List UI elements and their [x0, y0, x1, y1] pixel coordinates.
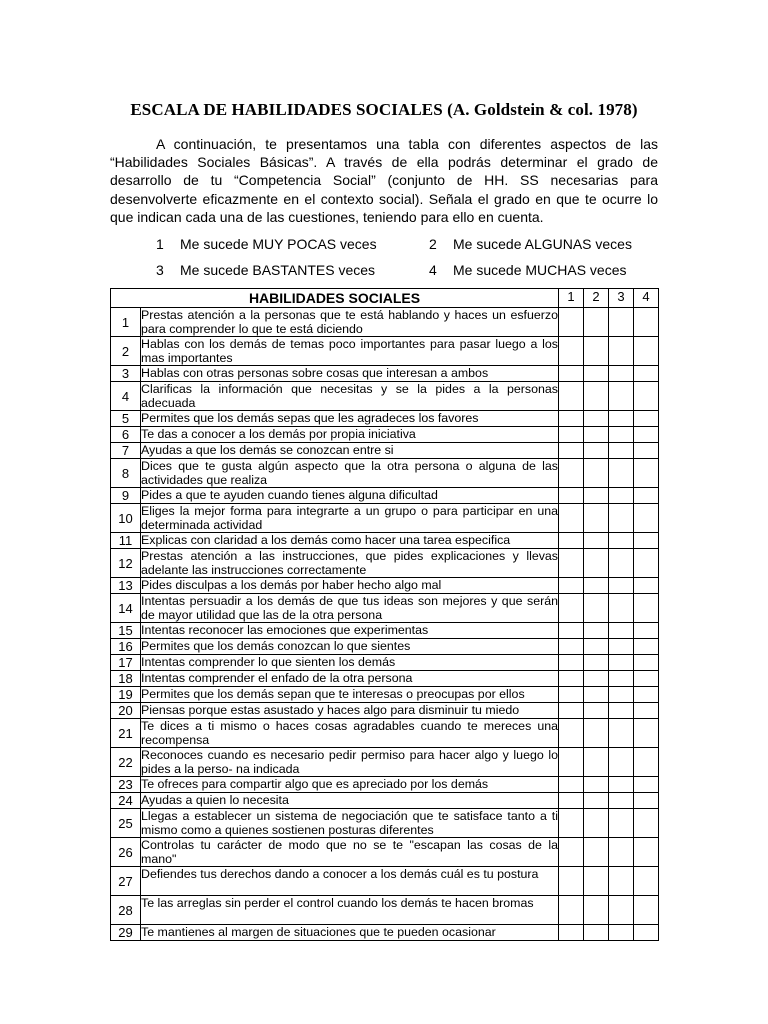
table-row: [111, 671, 659, 687]
score-cell-3[interactable]: [609, 623, 634, 639]
table-row: [111, 793, 659, 809]
item-text: Pides disculpas a los demás por haber hecho algo mal: [141, 578, 559, 594]
score-header-4: 4: [634, 289, 659, 308]
score-cell-1[interactable]: [559, 703, 584, 719]
score-cell-3[interactable]: [609, 504, 634, 533]
score-cell-2[interactable]: [584, 427, 609, 443]
score-cell-4[interactable]: [634, 578, 659, 594]
score-cell-3[interactable]: [609, 411, 634, 427]
item-text: Te ofreces para compartir algo que es apreciado por los demás: [141, 777, 559, 793]
item-number: 27: [111, 867, 141, 896]
item-number: 7: [111, 443, 141, 459]
score-cell-3[interactable]: [609, 488, 634, 504]
score-cell-1[interactable]: [559, 533, 584, 549]
legend-item-4: [429, 262, 627, 278]
item-number: 2: [111, 337, 141, 366]
item-number: 18: [111, 671, 141, 687]
table-row: [111, 488, 659, 504]
score-cell-3[interactable]: [609, 578, 634, 594]
item-number: 10: [111, 504, 141, 533]
item-text: Te mantienes al margen de situaciones que te pueden ocasionar: [141, 925, 559, 941]
table-row: [111, 533, 659, 549]
score-cell-2[interactable]: [584, 337, 609, 366]
table-row: [111, 639, 659, 655]
score-cell-4[interactable]: [634, 308, 659, 337]
score-cell-1[interactable]: [559, 867, 584, 896]
score-cell-1[interactable]: [559, 793, 584, 809]
item-number: 15: [111, 623, 141, 639]
score-cell-3[interactable]: [609, 655, 634, 671]
score-cell-1[interactable]: [559, 382, 584, 411]
social-skills-table: [110, 288, 659, 941]
score-cell-1[interactable]: [559, 777, 584, 793]
item-number: 13: [111, 578, 141, 594]
item-text: Explicas con claridad a los demás como hacer una tarea especifica: [141, 533, 559, 549]
score-cell-3[interactable]: [609, 549, 634, 578]
score-cell-4[interactable]: [634, 838, 659, 867]
score-cell-3[interactable]: [609, 867, 634, 896]
score-cell-3[interactable]: [609, 594, 634, 623]
score-cell-4[interactable]: [634, 504, 659, 533]
item-number: 23: [111, 777, 141, 793]
item-text: Piensas porque estas asustado y haces algo para disminuir tu miedo: [141, 703, 559, 719]
table-row: [111, 337, 659, 366]
table-row: [111, 594, 659, 623]
table-row: [111, 925, 659, 941]
table-row: [111, 748, 659, 777]
score-cell-4[interactable]: [634, 623, 659, 639]
legend-item-2: [429, 236, 632, 252]
score-cell-3[interactable]: [609, 748, 634, 777]
item-text: Hablas con otras personas sobre cosas que interesan a ambos: [141, 366, 559, 382]
score-cell-1[interactable]: [559, 443, 584, 459]
score-cell-2[interactable]: [584, 488, 609, 504]
table-header-row: [111, 289, 659, 308]
score-header-2: 2: [584, 289, 609, 308]
item-text: Permites que los demás sepan que te interesas o preocupas por ellos: [141, 687, 559, 703]
item-number: 4: [111, 382, 141, 411]
score-cell-2[interactable]: [584, 504, 609, 533]
score-cell-4[interactable]: [634, 443, 659, 459]
score-cell-2[interactable]: [584, 867, 609, 896]
legend-number: 1: [156, 236, 164, 252]
score-cell-2[interactable]: [584, 443, 609, 459]
item-number: 9: [111, 488, 141, 504]
item-text: Intentas comprender el enfado de la otra persona: [141, 671, 559, 687]
score-cell-1[interactable]: [559, 748, 584, 777]
score-cell-4[interactable]: [634, 459, 659, 488]
item-number: 21: [111, 719, 141, 748]
score-cell-3[interactable]: [609, 308, 634, 337]
score-cell-4[interactable]: [634, 337, 659, 366]
item-number: 6: [111, 427, 141, 443]
score-cell-4[interactable]: [634, 687, 659, 703]
item-text: Ayudas a quien lo necesita: [141, 793, 559, 809]
item-number: 12: [111, 549, 141, 578]
score-cell-3[interactable]: [609, 366, 634, 382]
item-text: Llegas a establecer un sistema de negociación que te satisface tanto a ti mismo como a quienes sostienen posturas diferentes: [141, 809, 558, 837]
item-number: 8: [111, 459, 141, 488]
score-cell-2[interactable]: [584, 809, 609, 838]
page-title: ESCALA DE HABILIDADES SOCIALES (A. Goldstein & col. 1978): [130, 100, 638, 119]
score-cell-4[interactable]: [634, 896, 659, 925]
score-cell-1[interactable]: [559, 639, 584, 655]
item-number: 29: [111, 925, 141, 941]
score-cell-4[interactable]: [634, 925, 659, 941]
score-cell-1[interactable]: [559, 427, 584, 443]
item-text: Permites que los demás sepas que les agradeces los favores: [141, 411, 559, 427]
item-text: Hablas con los demás de temas poco importantes para pasar luego a los mas importantes: [141, 337, 558, 365]
item-number: 26: [111, 838, 141, 867]
score-cell-4[interactable]: [634, 549, 659, 578]
score-cell-1[interactable]: [559, 896, 584, 925]
legend-text: Me sucede ALGUNAS veces: [453, 236, 632, 252]
item-number: 16: [111, 639, 141, 655]
score-cell-4[interactable]: [634, 594, 659, 623]
score-cell-1[interactable]: [559, 366, 584, 382]
item-number: 24: [111, 793, 141, 809]
score-cell-3[interactable]: [609, 838, 634, 867]
score-cell-3[interactable]: [609, 793, 634, 809]
score-cell-1[interactable]: [559, 337, 584, 366]
score-cell-4[interactable]: [634, 793, 659, 809]
item-text: Pides a que te ayuden cuando tienes alguna dificultad: [141, 488, 559, 504]
item-text: Prestas atención a las instrucciones, que pides explicaciones y llevas adelante las instrucciones correctamente: [141, 549, 558, 577]
score-cell-2[interactable]: [584, 623, 609, 639]
score-cell-4[interactable]: [634, 427, 659, 443]
score-cell-2[interactable]: [584, 411, 609, 427]
item-number: 17: [111, 655, 141, 671]
table-row: [111, 427, 659, 443]
item-number: 20: [111, 703, 141, 719]
score-cell-2[interactable]: [584, 777, 609, 793]
item-text: Te dices a ti mismo o haces cosas agradables cuando te mereces una recompensa: [141, 719, 558, 747]
score-cell-2[interactable]: [584, 838, 609, 867]
item-text: Ayudas a que los demás se conozcan entre si: [141, 443, 559, 459]
item-number: 19: [111, 687, 141, 703]
score-cell-2[interactable]: [584, 578, 609, 594]
item-number: 14: [111, 594, 141, 623]
score-cell-1[interactable]: [559, 719, 584, 748]
item-text: Reconoces cuando es necesario pedir permiso para hacer algo y luego lo pides a la perso- na indicada: [141, 748, 558, 776]
item-text: Clarificas la información que necesitas y se la pides a la personas adecuada: [141, 382, 558, 410]
score-cell-2[interactable]: [584, 925, 609, 941]
table-header-skills: HABILIDADES SOCIALES: [111, 289, 559, 308]
table-row: [111, 549, 659, 578]
table-row: [111, 411, 659, 427]
table-row: [111, 443, 659, 459]
score-cell-1[interactable]: [559, 504, 584, 533]
score-cell-3[interactable]: [609, 382, 634, 411]
table-row: [111, 687, 659, 703]
score-cell-4[interactable]: [634, 777, 659, 793]
score-cell-1[interactable]: [559, 925, 584, 941]
score-cell-3[interactable]: [609, 337, 634, 366]
score-cell-2[interactable]: [584, 366, 609, 382]
score-cell-1[interactable]: [559, 671, 584, 687]
score-cell-3[interactable]: [609, 459, 634, 488]
item-text: Te das a conocer a los demás por propia iniciativa: [141, 427, 559, 443]
score-cell-1[interactable]: [559, 488, 584, 504]
item-text: Permites que los demás conozcan lo que sientes: [141, 639, 559, 655]
table-row: [111, 896, 659, 925]
score-cell-4[interactable]: [634, 382, 659, 411]
item-number: 5: [111, 411, 141, 427]
item-number: 3: [111, 366, 141, 382]
legend-text: Me sucede BASTANTES veces: [180, 262, 376, 278]
item-text: Controlas tu carácter de modo que no se te "escapan las cosas de la mano": [141, 838, 558, 866]
score-cell-4[interactable]: [634, 719, 659, 748]
table-row: [111, 504, 659, 533]
score-cell-2[interactable]: [584, 655, 609, 671]
score-cell-3[interactable]: [609, 777, 634, 793]
score-cell-3[interactable]: [609, 533, 634, 549]
item-text: Eliges la mejor forma para integrarte a un grupo o para participar en una determinada actividad: [141, 504, 558, 532]
score-cell-2[interactable]: [584, 549, 609, 578]
score-cell-2[interactable]: [584, 687, 609, 703]
score-cell-3[interactable]: [609, 703, 634, 719]
score-cell-2[interactable]: [584, 703, 609, 719]
score-cell-3[interactable]: [609, 639, 634, 655]
legend-text: Me sucede MUY POCAS veces: [180, 236, 377, 252]
score-cell-3[interactable]: [609, 671, 634, 687]
item-number: 28: [111, 896, 141, 925]
table-row: [111, 719, 659, 748]
item-text: Dices que te gusta algún aspecto que la otra persona o alguna de las actividades que realiza: [141, 459, 558, 487]
table-row: [111, 777, 659, 793]
table-row: [111, 578, 659, 594]
score-cell-2[interactable]: [584, 382, 609, 411]
score-cell-4[interactable]: [634, 867, 659, 896]
legend-number: 3: [156, 262, 164, 278]
score-cell-1[interactable]: [559, 578, 584, 594]
item-text: Prestas atención a la personas que te está hablando y haces un esfuerzo para comprender lo que te está diciendo: [141, 308, 558, 336]
score-cell-3[interactable]: [609, 719, 634, 748]
legend-number: 4: [429, 262, 437, 278]
score-cell-1[interactable]: [559, 623, 584, 639]
score-cell-1[interactable]: [559, 687, 584, 703]
score-cell-2[interactable]: [584, 748, 609, 777]
table-row: [111, 655, 659, 671]
score-cell-1[interactable]: [559, 655, 584, 671]
score-cell-4[interactable]: [634, 703, 659, 719]
item-text: Intentas persuadir a los demás de que tus ideas son mejores y que serán de mayor utilidad que las de la otra persona: [141, 594, 558, 622]
table-row: [111, 838, 659, 867]
score-cell-3[interactable]: [609, 896, 634, 925]
intro-paragraph: A continuación, te presentamos una tabla con diferentes aspectos de las “Habilidades Sociales Básicas”. A través de ella podrás determinar el grado de desarrollo de tu “Competencia Social” (conjunto de HH. SS necesarias para desenvolverte eficazmente en el contexto social). Señala el grado en que te ocurre lo que indican cada una de las cuestiones, teniendo para ello en cuenta.: [110, 136, 658, 225]
table-row: [111, 623, 659, 639]
score-cell-1[interactable]: [559, 549, 584, 578]
table-row: [111, 459, 659, 488]
legend-item-3: [156, 262, 375, 278]
item-number: 1: [111, 308, 141, 337]
score-cell-2[interactable]: [584, 719, 609, 748]
item-number: 22: [111, 748, 141, 777]
score-cell-4[interactable]: [634, 809, 659, 838]
score-cell-3[interactable]: [609, 443, 634, 459]
item-text: Intentas comprender lo que sienten los demás: [141, 655, 559, 671]
score-cell-4[interactable]: [634, 411, 659, 427]
legend-text: Me sucede MUCHAS veces: [453, 262, 627, 278]
legend-item-1: [156, 236, 377, 252]
score-header-3: 3: [609, 289, 634, 308]
score-cell-3[interactable]: [609, 925, 634, 941]
score-cell-3[interactable]: [609, 427, 634, 443]
score-cell-1[interactable]: [559, 411, 584, 427]
score-cell-1[interactable]: [559, 308, 584, 337]
score-cell-2[interactable]: [584, 896, 609, 925]
table-row: [111, 366, 659, 382]
score-cell-1[interactable]: [559, 838, 584, 867]
table-row: [111, 867, 659, 896]
score-header-1: 1: [559, 289, 584, 308]
item-number: 25: [111, 809, 141, 838]
score-cell-1[interactable]: [559, 809, 584, 838]
item-number: 11: [111, 533, 141, 549]
table-row: [111, 382, 659, 411]
score-cell-4[interactable]: [634, 655, 659, 671]
score-cell-4[interactable]: [634, 533, 659, 549]
item-text: Intentas reconocer las emociones que experimentas: [141, 623, 559, 639]
score-cell-2[interactable]: [584, 793, 609, 809]
score-cell-2[interactable]: [584, 671, 609, 687]
score-cell-2[interactable]: [584, 459, 609, 488]
score-cell-3[interactable]: [609, 809, 634, 838]
table-row: [111, 703, 659, 719]
score-cell-2[interactable]: [584, 308, 609, 337]
score-cell-2[interactable]: [584, 639, 609, 655]
score-cell-1[interactable]: [559, 594, 584, 623]
item-text: Defiendes tus derechos dando a conocer a los demás cuál es tu postura: [141, 867, 559, 896]
score-cell-1[interactable]: [559, 459, 584, 488]
score-cell-4[interactable]: [634, 639, 659, 655]
score-cell-4[interactable]: [634, 366, 659, 382]
score-cell-4[interactable]: [634, 748, 659, 777]
score-cell-4[interactable]: [634, 488, 659, 504]
score-cell-3[interactable]: [609, 687, 634, 703]
score-cell-2[interactable]: [584, 594, 609, 623]
table-row: [111, 308, 659, 337]
table-row: [111, 809, 659, 838]
score-cell-2[interactable]: [584, 533, 609, 549]
legend-number: 2: [429, 236, 437, 252]
item-text: Te las arreglas sin perder el control cuando los demás te hacen bromas: [141, 896, 559, 925]
score-cell-4[interactable]: [634, 671, 659, 687]
